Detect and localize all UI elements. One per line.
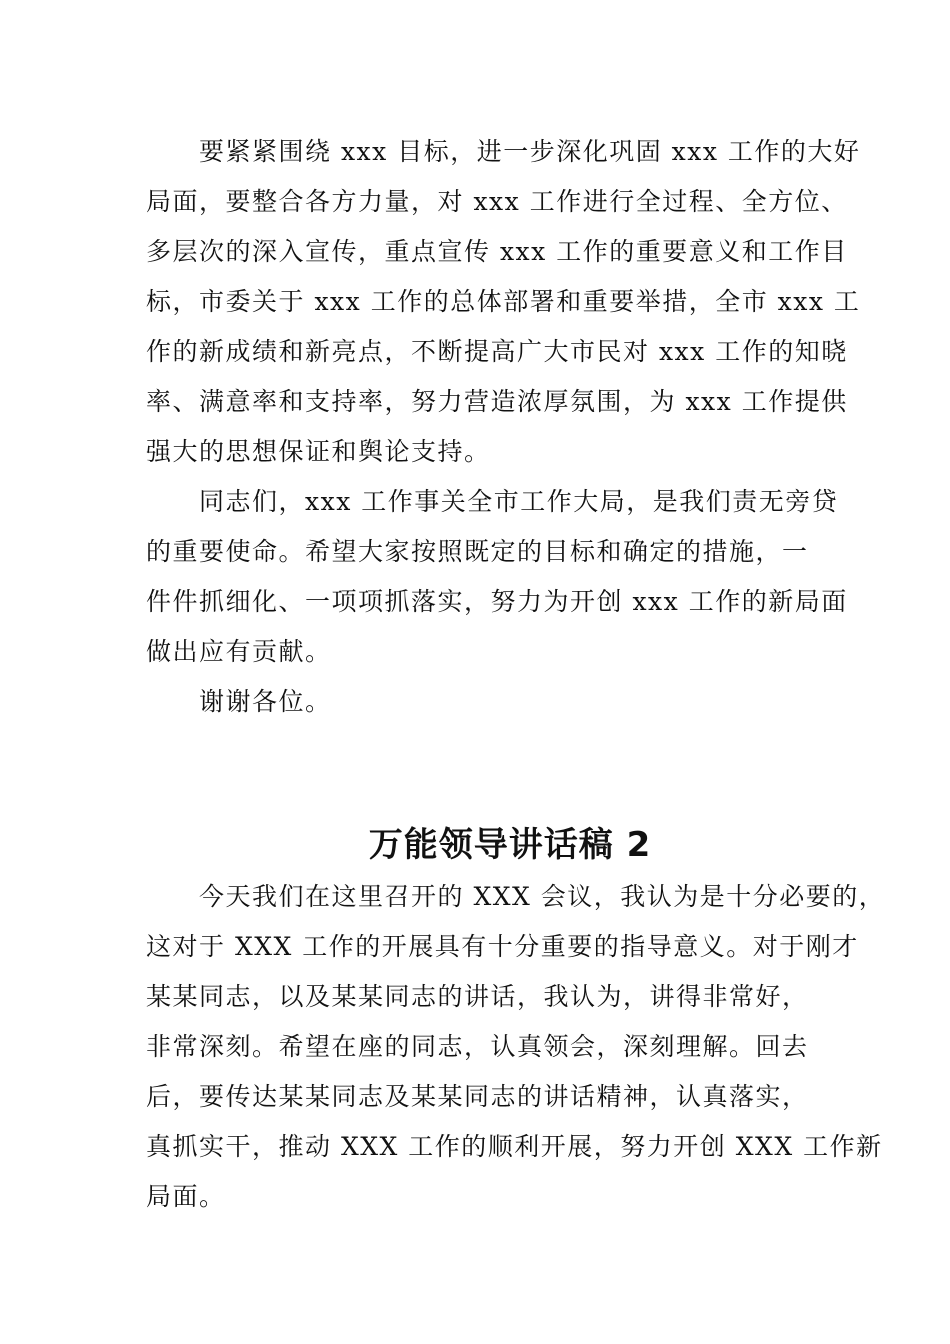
- text-line: 谢谢各位。: [146, 687, 332, 716]
- text-line: 率、满意率和支持率，努力营造浓厚氛围，为 xxx 工作提供: [146, 387, 848, 416]
- text-line: 件件抓细化、一项项抓落实，努力为开创 xxx 工作的新局面: [146, 587, 848, 616]
- paragraph-meeting: [146, 872, 886, 1222]
- text-line: 要紧紧围绕 xxx 目标，进一步深化巩固 xxx 工作的大好: [146, 137, 861, 166]
- paragraph-comrades: [146, 477, 848, 677]
- text-line: 同志们，xxx 工作事关全市工作大局，是我们责无旁贷: [146, 487, 839, 516]
- text-line: 某某同志，以及某某同志的讲话，我认为，讲得非常好，: [146, 982, 809, 1011]
- text-line: 作的新成绩和新亮点，不断提高广大市民对 xxx 工作的知晓: [146, 337, 848, 366]
- text-line: 今天我们在这里召开的 XXX 会议，我认为是十分必要的，: [146, 882, 886, 911]
- text-line: 的重要使命。希望大家按照既定的目标和确定的措施，一: [146, 537, 809, 566]
- text-line: 后，要传达某某同志及某某同志的讲话精神，认真落实，: [146, 1082, 809, 1111]
- text-line: 局面，要整合各方力量，对 xxx 工作进行全过程、全方位、: [146, 187, 848, 216]
- text-line: 多层次的深入宣传，重点宣传 xxx 工作的重要意义和工作目: [146, 237, 848, 266]
- paragraph-thanks: [146, 677, 826, 727]
- text-line: 局面。: [146, 1182, 226, 1211]
- text-line: 标，市委关于 xxx 工作的总体部署和重要举措，全市 xxx 工: [146, 287, 861, 316]
- text-line: 真抓实干，推动 XXX 工作的顺利开展，努力开创 XXX 工作新: [146, 1132, 883, 1161]
- text-line: 强大的思想保证和舆论支持。: [146, 437, 491, 466]
- text-line: 做出应有贡献。: [146, 637, 332, 666]
- paragraph-goals: [146, 127, 861, 477]
- text-line: 非常深刻。希望在座的同志，认真领会，深刻理解。回去: [146, 1032, 809, 1061]
- section-title: 万能领导讲话稿 2: [368, 825, 652, 865]
- text-line: 这对于 XXX 工作的开展具有十分重要的指导意义。对于刚才: [146, 932, 859, 961]
